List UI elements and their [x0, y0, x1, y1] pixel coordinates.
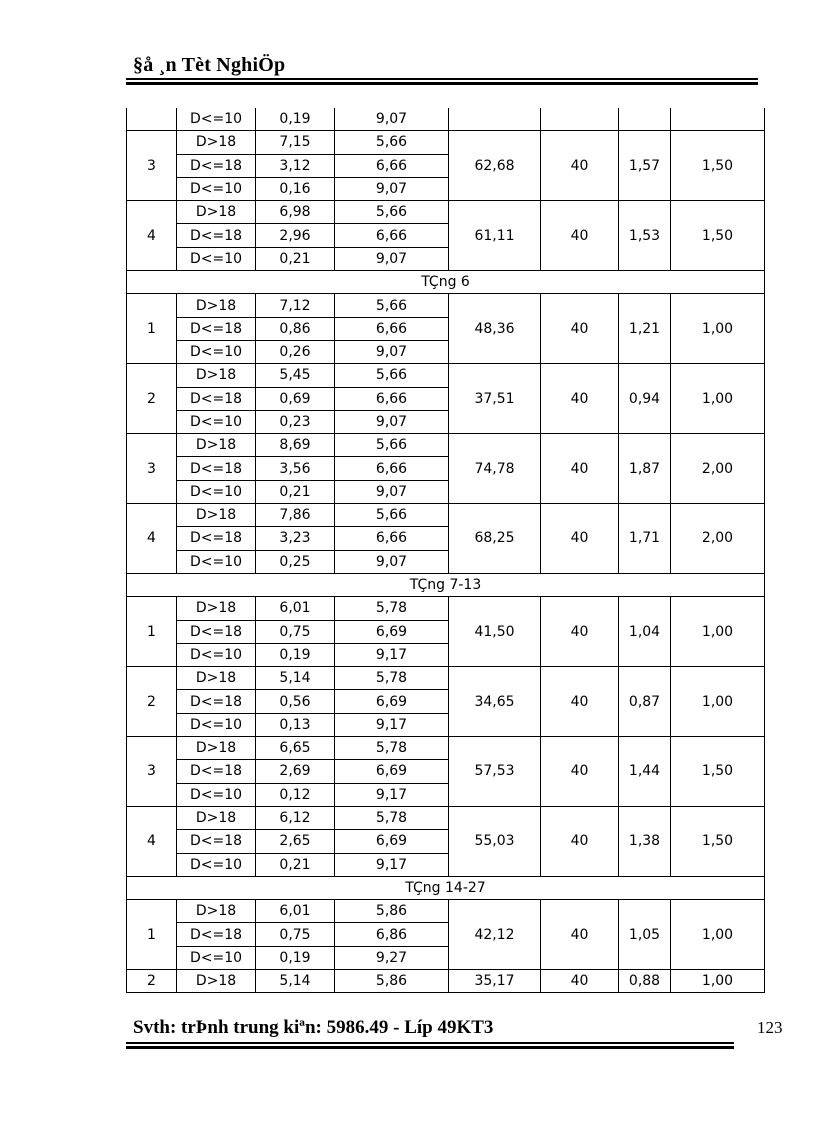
- area-cell: 7,12: [256, 294, 335, 317]
- value-cell: 5,66: [335, 504, 449, 527]
- group-id-cell: 2: [127, 364, 177, 434]
- constant-cell: 40: [541, 900, 619, 970]
- diameter-cell: D>18: [177, 806, 256, 829]
- area-cell: 0,16: [256, 177, 335, 200]
- area-cell: 6,12: [256, 806, 335, 829]
- constant-cell: [541, 108, 619, 131]
- table-row: [127, 900, 765, 923]
- diameter-cell: D<=10: [177, 108, 256, 131]
- chosen-cell: 1,00: [671, 597, 765, 667]
- area-cell: 0,86: [256, 317, 335, 340]
- header-rule: [126, 78, 758, 85]
- diameter-cell: D>18: [177, 597, 256, 620]
- diameter-cell: D<=10: [177, 783, 256, 806]
- value-cell: 5,78: [335, 737, 449, 760]
- value-cell: 5,66: [335, 131, 449, 154]
- chosen-cell: 2,00: [671, 504, 765, 574]
- total-cell: 55,03: [449, 806, 541, 876]
- diameter-cell: D<=18: [177, 690, 256, 713]
- area-cell: 0,21: [256, 247, 335, 270]
- ratio-cell: 1,21: [619, 294, 671, 364]
- diameter-cell: D>18: [177, 737, 256, 760]
- group-id-cell: [127, 108, 177, 131]
- value-cell: 9,07: [335, 480, 449, 503]
- value-cell: 9,07: [335, 108, 449, 131]
- area-cell: 0,19: [256, 946, 335, 969]
- chosen-cell: 1,00: [671, 667, 765, 737]
- value-cell: 9,17: [335, 643, 449, 666]
- constant-cell: 40: [541, 597, 619, 667]
- group-id-cell: 4: [127, 201, 177, 271]
- total-cell: 34,65: [449, 667, 541, 737]
- table-row: [127, 667, 765, 690]
- constant-cell: 40: [541, 667, 619, 737]
- value-cell: 9,07: [335, 247, 449, 270]
- chosen-cell: 1,50: [671, 806, 765, 876]
- diameter-cell: D<=18: [177, 923, 256, 946]
- area-cell: 8,69: [256, 434, 335, 457]
- chosen-cell: 2,00: [671, 434, 765, 504]
- group-id-cell: 1: [127, 597, 177, 667]
- ratio-cell: 1,04: [619, 597, 671, 667]
- ratio-cell: 1,05: [619, 900, 671, 970]
- footer-rule: [126, 1042, 734, 1049]
- ratio-cell: 1,38: [619, 806, 671, 876]
- total-cell: 48,36: [449, 294, 541, 364]
- diameter-cell: D<=18: [177, 224, 256, 247]
- group-id-cell: 4: [127, 504, 177, 574]
- diameter-cell: D<=10: [177, 247, 256, 270]
- area-cell: 0,25: [256, 550, 335, 573]
- area-cell: 0,19: [256, 643, 335, 666]
- value-cell: 9,17: [335, 853, 449, 876]
- ratio-cell: 1,57: [619, 131, 671, 201]
- area-cell: 0,23: [256, 410, 335, 433]
- total-cell: 57,53: [449, 737, 541, 807]
- constant-cell: 40: [541, 806, 619, 876]
- diameter-cell: D>18: [177, 131, 256, 154]
- value-cell: 5,66: [335, 201, 449, 224]
- group-id-cell: 3: [127, 434, 177, 504]
- value-cell: 6,69: [335, 830, 449, 853]
- value-cell: 6,66: [335, 527, 449, 550]
- diameter-cell: D>18: [177, 969, 256, 992]
- table-row: [127, 364, 765, 387]
- group-id-cell: 4: [127, 806, 177, 876]
- chosen-cell: 1,00: [671, 364, 765, 434]
- diameter-cell: D<=18: [177, 830, 256, 853]
- diameter-cell: D>18: [177, 667, 256, 690]
- value-cell: 6,66: [335, 457, 449, 480]
- value-cell: 6,69: [335, 690, 449, 713]
- area-cell: 6,98: [256, 201, 335, 224]
- area-cell: 0,26: [256, 340, 335, 363]
- area-cell: 5,45: [256, 364, 335, 387]
- value-cell: 9,07: [335, 410, 449, 433]
- section-title: TÇng 7-13: [127, 573, 765, 596]
- value-cell: 9,27: [335, 946, 449, 969]
- value-cell: 9,07: [335, 550, 449, 573]
- area-cell: 6,01: [256, 900, 335, 923]
- total-cell: [449, 108, 541, 131]
- value-cell: 6,69: [335, 620, 449, 643]
- ratio-cell: 1,53: [619, 201, 671, 271]
- value-cell: 5,86: [335, 969, 449, 992]
- group-id-cell: 1: [127, 900, 177, 970]
- constant-cell: 40: [541, 969, 619, 992]
- chosen-cell: 1,50: [671, 131, 765, 201]
- section-title: TÇng 6: [127, 271, 765, 294]
- area-cell: 5,14: [256, 969, 335, 992]
- area-cell: 0,21: [256, 480, 335, 503]
- value-cell: 9,07: [335, 177, 449, 200]
- ratio-cell: 0,88: [619, 969, 671, 992]
- diameter-cell: D>18: [177, 504, 256, 527]
- table-row: [127, 131, 765, 154]
- ratio-cell: 1,44: [619, 737, 671, 807]
- area-cell: 0,19: [256, 108, 335, 131]
- group-id-cell: 3: [127, 131, 177, 201]
- area-cell: 2,69: [256, 760, 335, 783]
- total-cell: 68,25: [449, 504, 541, 574]
- value-cell: 9,17: [335, 783, 449, 806]
- value-cell: 5,78: [335, 597, 449, 620]
- diameter-cell: D<=10: [177, 480, 256, 503]
- ratio-cell: [619, 108, 671, 131]
- diameter-cell: D<=10: [177, 410, 256, 433]
- footer-student-info: Svth: trÞnh trung kiªn: 5986.49 - Líp 49KT3: [133, 1017, 494, 1038]
- area-cell: 5,14: [256, 667, 335, 690]
- diameter-cell: D>18: [177, 434, 256, 457]
- value-cell: 6,86: [335, 923, 449, 946]
- diameter-cell: D<=10: [177, 177, 256, 200]
- diameter-cell: D<=18: [177, 317, 256, 340]
- total-cell: 62,68: [449, 131, 541, 201]
- area-cell: 2,65: [256, 830, 335, 853]
- constant-cell: 40: [541, 434, 619, 504]
- chosen-cell: 1,00: [671, 900, 765, 970]
- diameter-cell: D<=18: [177, 387, 256, 410]
- value-cell: 9,07: [335, 340, 449, 363]
- value-cell: 5,66: [335, 434, 449, 457]
- constant-cell: 40: [541, 131, 619, 201]
- area-cell: 3,56: [256, 457, 335, 480]
- area-cell: 0,69: [256, 387, 335, 410]
- diameter-cell: D<=10: [177, 550, 256, 573]
- total-cell: 74,78: [449, 434, 541, 504]
- group-id-cell: 2: [127, 969, 177, 992]
- area-cell: 0,21: [256, 853, 335, 876]
- table-row: [127, 806, 765, 829]
- group-id-cell: 2: [127, 667, 177, 737]
- value-cell: 6,66: [335, 154, 449, 177]
- group-id-cell: 1: [127, 294, 177, 364]
- diameter-cell: D<=10: [177, 713, 256, 736]
- total-cell: 35,17: [449, 969, 541, 992]
- diameter-cell: D<=10: [177, 340, 256, 363]
- table-row: [127, 201, 765, 224]
- area-cell: 3,23: [256, 527, 335, 550]
- area-cell: 6,65: [256, 737, 335, 760]
- value-cell: 5,66: [335, 364, 449, 387]
- total-cell: 37,51: [449, 364, 541, 434]
- constant-cell: 40: [541, 737, 619, 807]
- section-header-row: [127, 573, 765, 596]
- area-cell: 2,96: [256, 224, 335, 247]
- chosen-cell: 1,00: [671, 969, 765, 992]
- page-header-title: §å ¸n Tèt NghiÖp: [133, 54, 286, 76]
- table-row: [127, 597, 765, 620]
- section-header-row: [127, 271, 765, 294]
- diameter-cell: D>18: [177, 900, 256, 923]
- diameter-cell: D<=18: [177, 457, 256, 480]
- diameter-cell: D<=18: [177, 154, 256, 177]
- value-cell: 9,17: [335, 713, 449, 736]
- area-cell: 3,12: [256, 154, 335, 177]
- constant-cell: 40: [541, 504, 619, 574]
- ratio-cell: 1,71: [619, 504, 671, 574]
- constant-cell: 40: [541, 201, 619, 271]
- diameter-cell: D<=10: [177, 853, 256, 876]
- ratio-cell: 0,94: [619, 364, 671, 434]
- diameter-cell: D>18: [177, 364, 256, 387]
- diameter-cell: D<=18: [177, 760, 256, 783]
- area-cell: 0,75: [256, 620, 335, 643]
- total-cell: 41,50: [449, 597, 541, 667]
- total-cell: 42,12: [449, 900, 541, 970]
- constant-cell: 40: [541, 294, 619, 364]
- table-row: [127, 504, 765, 527]
- diameter-cell: D<=10: [177, 643, 256, 666]
- constant-cell: 40: [541, 364, 619, 434]
- chosen-cell: 1,00: [671, 294, 765, 364]
- area-cell: 6,01: [256, 597, 335, 620]
- area-cell: 7,15: [256, 131, 335, 154]
- total-cell: 61,11: [449, 201, 541, 271]
- ratio-cell: 1,87: [619, 434, 671, 504]
- value-cell: 6,66: [335, 317, 449, 340]
- area-cell: 7,86: [256, 504, 335, 527]
- diameter-cell: D<=10: [177, 946, 256, 969]
- area-cell: 0,12: [256, 783, 335, 806]
- section-title: TÇng 14-27: [127, 876, 765, 899]
- value-cell: 6,66: [335, 387, 449, 410]
- value-cell: 5,66: [335, 294, 449, 317]
- page-number: 123: [757, 1018, 783, 1037]
- section-header-row: [127, 876, 765, 899]
- table-row: [127, 969, 765, 992]
- group-id-cell: 3: [127, 737, 177, 807]
- value-cell: 6,66: [335, 224, 449, 247]
- value-cell: 6,69: [335, 760, 449, 783]
- chosen-cell: 1,50: [671, 201, 765, 271]
- table-row: [127, 434, 765, 457]
- diameter-cell: D>18: [177, 294, 256, 317]
- diameter-cell: D<=18: [177, 527, 256, 550]
- chosen-cell: 1,50: [671, 737, 765, 807]
- area-cell: 0,75: [256, 923, 335, 946]
- ratio-cell: 0,87: [619, 667, 671, 737]
- value-cell: 5,86: [335, 900, 449, 923]
- value-cell: 5,78: [335, 806, 449, 829]
- table-row: [127, 737, 765, 760]
- chosen-cell: [671, 108, 765, 131]
- table-row: [127, 108, 765, 131]
- value-cell: 5,78: [335, 667, 449, 690]
- table-row: [127, 294, 765, 317]
- reinforcement-table: [126, 108, 765, 993]
- diameter-cell: D<=18: [177, 620, 256, 643]
- area-cell: 0,13: [256, 713, 335, 736]
- area-cell: 0,56: [256, 690, 335, 713]
- diameter-cell: D>18: [177, 201, 256, 224]
